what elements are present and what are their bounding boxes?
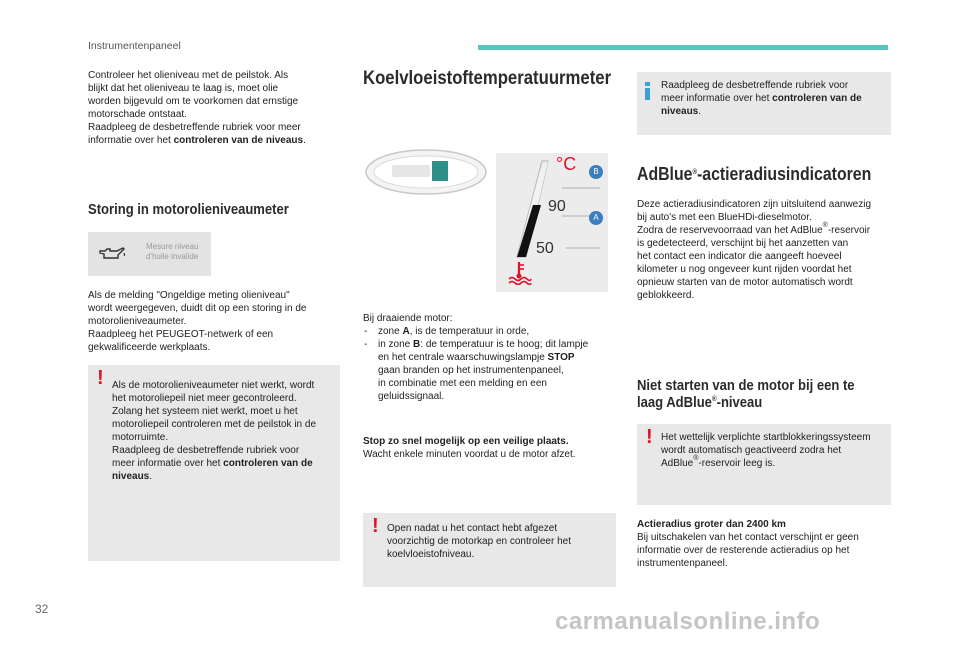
gauge-mark-high: 90 bbox=[548, 198, 566, 215]
coolant-temperature-icon bbox=[506, 259, 532, 285]
coolant-stop-advice: Stop zo snel mogelijk op een veilige plaats. Wacht enkele minuten voordat u de motor afzet. bbox=[363, 436, 576, 460]
col3-info-box bbox=[637, 72, 891, 135]
adblue-body: Deze actieradiusindicatoren zijn uitsluitend aanwezig bij auto's met een BlueHDi-dieselmotor. Zodra de reservevoorraad van het AdBlue®-reservoir is gedetecteerd, verschijnt bij het aanzetten van het contact een indicator die aangeeft hoeveel kilometer u nog ongeveer kunt rijden voordat het opnieuw starten van de motor automatisch wordt geblokkeerd. bbox=[637, 199, 872, 301]
coolant-heading: Koelvloeistoftemperatuurmeter bbox=[363, 68, 612, 89]
col2-warning-text: Open nadat u het contact hebt afgezet voorzichtig de motorkap en controleer het koelvloeistofniveau. bbox=[387, 523, 571, 560]
page-number: 32 bbox=[35, 602, 49, 616]
info-icon bbox=[645, 82, 650, 98]
warning-icon: ! bbox=[372, 515, 379, 537]
section-label: Instrumentenpaneel bbox=[88, 40, 181, 52]
zone-a-item: - zone A, is de temperatuur in orde, bbox=[363, 325, 617, 338]
instrument-cluster-icon bbox=[364, 147, 488, 197]
coolant-gauge bbox=[496, 153, 608, 292]
adblue-heading: AdBlue®-actieradiusindicatoren bbox=[637, 164, 872, 184]
col1-intro: Controleer het olieniveau met de peilstok. Als blijkt dat het olieniveau te laag is, moet olie worden bijgevuld om te voorkomen dat ernstige motorschade ontstaat. Raadpleeg de desbetreffende rubriek voor meer informatie over het controleren van de niveaus. bbox=[88, 70, 306, 146]
zone-b-marker: B bbox=[589, 165, 603, 179]
warning-icon: ! bbox=[646, 426, 653, 448]
display-message-line-2: d'huile invalide bbox=[146, 252, 199, 261]
gauge-unit: °C bbox=[556, 154, 577, 174]
col3-warning-box bbox=[637, 424, 891, 505]
watermark: carmanualsonline.info bbox=[555, 608, 821, 635]
display-message-line-1: Mesure niveau bbox=[146, 242, 199, 251]
oil-level-display bbox=[88, 232, 211, 276]
oil-can-icon bbox=[98, 246, 126, 262]
col1-warning-text: Als de motorolieniveaumeter niet werkt, wordt het motoroliepeil niet meer gecontroleerd. Zolang het systeem niet werkt, moet u het motoroliepeil controleren met de peilstok in de motorruimte. Raadpleeg de desbetreffende rubriek voor meer informatie over het controleren van de niveaus. bbox=[112, 380, 316, 482]
col1-body: Als de melding "Ongeldige meting olieniveau" wordt weergegeven, duidt dit op een storing in de motorolieniveaumeter. Raadpleeg het PEUGEOT-netwerk of een gekwalificeerde werkplaats. bbox=[88, 290, 307, 353]
zone-b-item: - in zone B: de temperatuur is te hoog; dit lampje en het centrale waarschuwingslampje STOP gaan branden op het instrumentenpaneel, in combinatie met een melding en een geluidssignaal. bbox=[363, 338, 617, 403]
col3-info-text: Raadpleeg de desbetreffende rubriek voor meer informatie over het controleren van de niveaus. bbox=[661, 80, 862, 117]
warning-icon: ! bbox=[97, 367, 104, 389]
range-section: Actieradius groter dan 2400 km Bij uitschakelen van het contact verschijnt er geen informatie over de resterende actieradius op het instrumentenpaneel. bbox=[637, 519, 859, 569]
zone-a-marker: A bbox=[589, 211, 603, 225]
gauge-mark-low: 50 bbox=[536, 240, 554, 257]
col1-warning-box bbox=[88, 365, 340, 561]
header-rule bbox=[478, 45, 888, 50]
col3-warning-text: Het wettelijk verplichte startblokkeringssysteem wordt automatisch geactiveerd zodra het AdBlue®-reservoir leeg is. bbox=[661, 432, 871, 469]
coolant-description: Bij draaiende motor: - zone A, is de temperatuur in orde, - in zone B: de temperatuur is te hoog; dit lampje en het centrale waarschuwingslampje STOP gaan branden op het instrumentenpaneel, in combinatie met een melding en een geluidssignaal. bbox=[363, 312, 617, 403]
col2-warning-box bbox=[363, 513, 616, 587]
no-start-heading: Niet starten van de motor bij een te laag AdBlue®-niveau bbox=[637, 378, 855, 411]
oil-meter-heading: Storing in motorolieniveaumeter bbox=[88, 202, 289, 218]
